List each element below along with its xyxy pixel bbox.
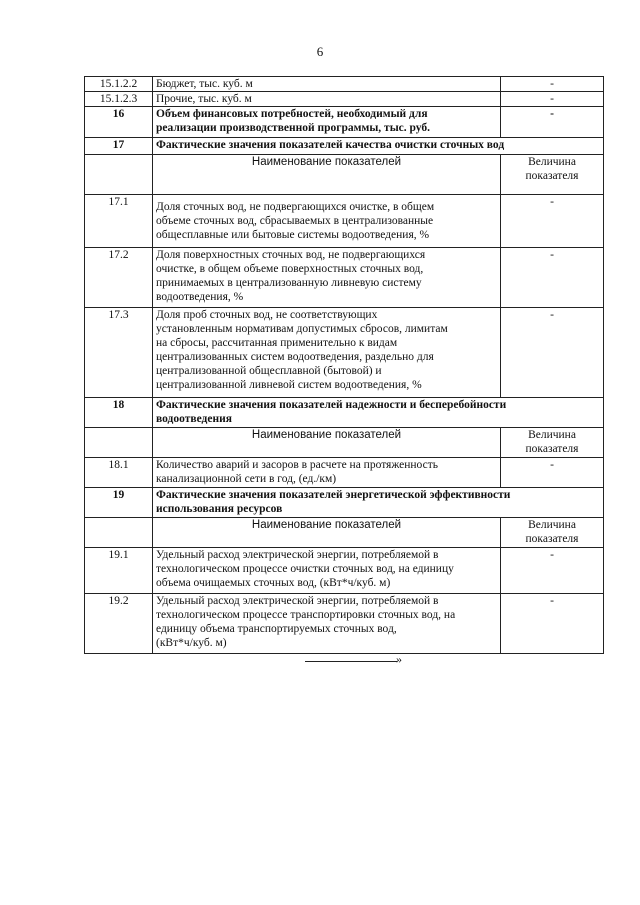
row-number: 19.2 — [85, 594, 153, 654]
row-text: Доля проб сточных вод, не соответствующих установленным нормативам допустимых сбросов, лимитам на сбросы, рассчитанная применительно к видам централизованных систем водоотведения, раздельно для централизованной общесплавной (бытовой) и централизованной ливневой систем водоотведения, % — [153, 308, 501, 398]
section-row — [85, 488, 604, 518]
section-number: 18 — [85, 398, 153, 428]
row-number: 17.3 — [85, 308, 153, 398]
row-value: - — [501, 92, 604, 107]
row-number: 18.1 — [85, 458, 153, 488]
row-value: - — [501, 548, 604, 594]
table-row — [85, 77, 604, 92]
header-name: Наименование показателей — [153, 428, 501, 458]
section-title: Фактические значения показателей качества очистки сточных вод — [153, 138, 604, 155]
header-name: Наименование показателей — [153, 518, 501, 548]
row-text: Удельный расход электрической энергии, потребляемой в технологическом процессе очистки сточных вод, на единицу объема очищаемых сточных вод, (кВт*ч/куб. м) — [153, 548, 501, 594]
row-value: - — [501, 594, 604, 654]
row-number: 15.1.2.3 — [85, 92, 153, 107]
row-number: 19.1 — [85, 548, 153, 594]
row-text: Количество аварий и засоров в расчете на протяженность канализационной сети в год, (ед./км) — [153, 458, 501, 488]
row-value: - — [501, 458, 604, 488]
row-number: 15.1.2.2 — [85, 77, 153, 92]
section-number: 19 — [85, 488, 153, 518]
section-number: 17 — [85, 138, 153, 155]
row-text: Доля сточных вод, не подвергающихся очистке, в общем объеме сточных вод, сбрасываемых в централизованные общесплавные или бытовые системы водоотведения, % — [153, 195, 501, 248]
table-row — [85, 548, 604, 594]
row-text: Прочие, тыс. куб. м — [153, 92, 501, 107]
header-name: Наименование показателей — [153, 155, 501, 195]
header-value: Величина показателя — [501, 155, 604, 195]
table-row — [85, 458, 604, 488]
page-number: 6 — [316, 44, 324, 59]
header-row — [85, 155, 604, 195]
section-title: Фактические значения показателей энергетической эффективности использования ресурсов — [153, 488, 604, 518]
row-value: - — [501, 248, 604, 308]
row-text: Доля поверхностных сточных вод, не подвергающихся очистке, в общем объеме поверхностных сточных вод, принимаемых в централизованную ливневую систему водоотведения, % — [153, 248, 501, 308]
table-row — [85, 195, 604, 248]
row-value: - — [501, 77, 604, 92]
header-value: Величина показателя — [501, 428, 604, 458]
table-row — [85, 92, 604, 107]
header-value: Величина показателя — [501, 518, 604, 548]
section-row — [85, 138, 604, 155]
row-number: 17.1 — [85, 195, 153, 248]
closing-quote: » — [396, 652, 402, 666]
table-row — [85, 107, 604, 138]
closing-line — [305, 661, 397, 662]
row-number: 16 — [85, 107, 153, 138]
row-text: Удельный расход электрической энергии, потребляемой в технологическом процессе транспортировки сточных вод, на единицу объема транспортируемых сточных вод, (кВт*ч/куб. м) — [153, 594, 501, 654]
section-title: Фактические значения показателей надежности и бесперебойности водоотведения — [153, 398, 604, 428]
table-row — [85, 248, 604, 308]
header-row — [85, 428, 604, 458]
row-text: Бюджет, тыс. куб. м — [153, 77, 501, 92]
table-row — [85, 308, 604, 398]
row-value: - — [501, 308, 604, 398]
row-value: - — [501, 195, 604, 248]
row-text: Объем финансовых потребностей, необходимый для реализации производственной программы, тыс. руб. — [153, 107, 501, 138]
row-value: - — [501, 107, 604, 138]
indicators-table — [84, 76, 604, 654]
section-row — [85, 398, 604, 428]
row-number: 17.2 — [85, 248, 153, 308]
header-row — [85, 518, 604, 548]
table-row — [85, 594, 604, 654]
